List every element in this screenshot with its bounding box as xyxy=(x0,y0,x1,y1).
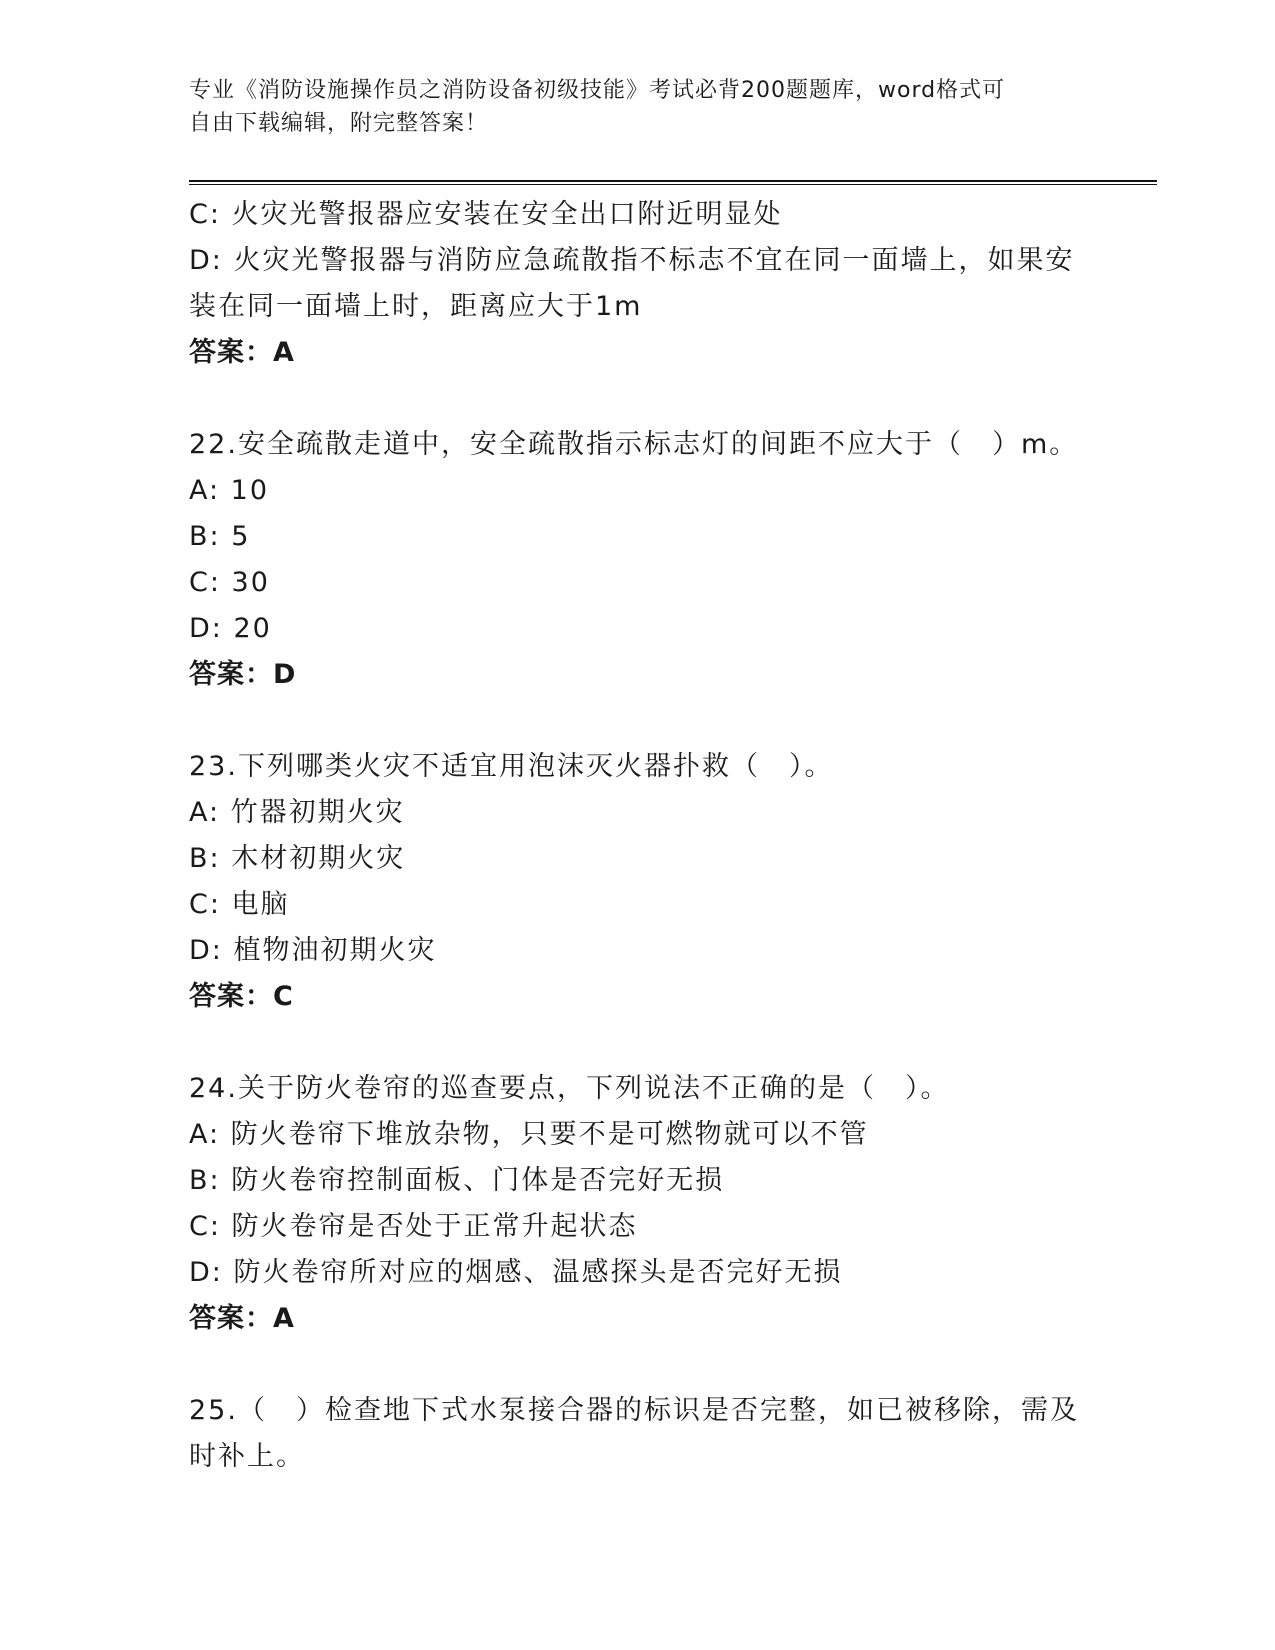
document-header xyxy=(189,74,1089,140)
answer-label: 答案：A xyxy=(189,1303,295,1334)
header-title-line-1: 专业《消防设施操作员之消防设备初级技能》考试必背200题题库，word格式可 xyxy=(189,78,1006,103)
spacer xyxy=(189,1342,1089,1388)
answer-label: 答案：D xyxy=(189,659,297,690)
option-d: D: 20 xyxy=(189,613,272,644)
spacer xyxy=(189,376,1089,422)
spacer xyxy=(189,698,1089,744)
question-block-22 xyxy=(189,422,1089,698)
question-stem: 24.关于防火卷帘的巡查要点，下列说法不正确的是（ ）。 xyxy=(189,1073,950,1104)
option-c: C: 防火卷帘是否处于正常升起状态 xyxy=(189,1211,638,1242)
option-a: A: 竹器初期火灾 xyxy=(189,797,405,828)
spacer xyxy=(189,1020,1089,1066)
question-stem: 25.（ ）检查地下式水泵接合器的标识是否完整，如已被移除，需及 xyxy=(189,1395,1079,1426)
question-block-25 xyxy=(189,1388,1089,1480)
option-d-continued: 装在同一面墙上时，距离应大于1m xyxy=(189,291,643,322)
option-b: B: 防火卷帘控制面板、门体是否完好无损 xyxy=(189,1165,725,1196)
option-b: B: 木材初期火灾 xyxy=(189,843,406,874)
option-d: D: 植物油初期火灾 xyxy=(189,935,437,966)
option-d: D: 防火卷帘所对应的烟感、温感探头是否完好无损 xyxy=(189,1257,843,1288)
option-c: C: 电脑 xyxy=(189,889,290,920)
option-c: C: 火灾光警报器应安装在安全出口附近明显处 xyxy=(189,199,783,230)
question-block-21 xyxy=(189,192,1089,376)
answer-label: 答案：C xyxy=(189,981,294,1012)
question-stem-continued: 时补上。 xyxy=(189,1441,305,1472)
header-divider xyxy=(189,180,1157,185)
option-d: D: 火灾光警报器与消防应急疏散指不标志不宜在同一面墙上，如果安 xyxy=(189,245,1075,276)
question-block-24 xyxy=(189,1066,1089,1342)
option-c: C: 30 xyxy=(189,567,270,598)
document-body xyxy=(189,192,1089,1480)
header-title-line-2: 自由下载编辑，附完整答案！ xyxy=(189,111,489,136)
option-b: B: 5 xyxy=(189,521,251,552)
question-stem: 23.下列哪类火灾不适宜用泡沫灭火器扑救（ ）。 xyxy=(189,751,834,782)
question-stem: 22.安全疏散走道中，安全疏散指示标志灯的间距不应大于（ ）m。 xyxy=(189,429,1079,460)
answer-label: 答案：A xyxy=(189,337,295,368)
option-a: A: 10 xyxy=(189,475,270,506)
option-a: A: 防火卷帘下堆放杂物，只要不是可燃物就可以不管 xyxy=(189,1119,869,1150)
question-block-23 xyxy=(189,744,1089,1020)
